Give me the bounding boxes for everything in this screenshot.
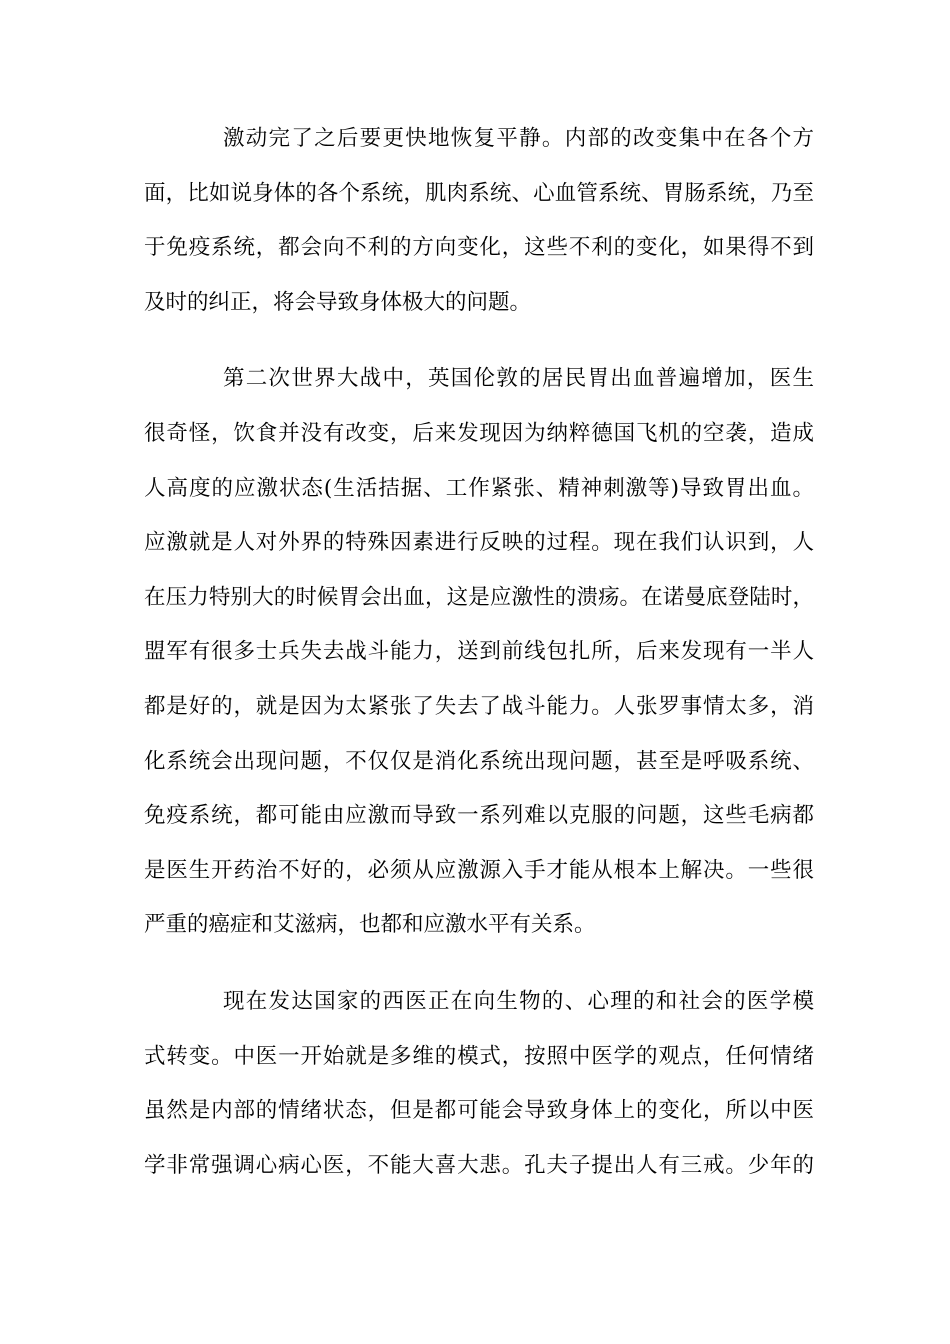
text-line: 很奇怪，饮食并没有改变，后来发现因为纳粹德国飞机的空袭，造成 (144, 420, 814, 446)
text-line: 虽然是内部的情绪状态，但是都可能会导致身体上的变化，所以中医 (144, 1098, 814, 1124)
text-line: 在压力特别大的时候胃会出血，这是应激性的溃疡。在诺曼底登陆时， (144, 584, 814, 610)
text-line: 现在发达国家的西医正在向生物的、心理的和社会的医学模 (223, 988, 814, 1014)
text-line: 是医生开药治不好的，必须从应激源入手才能从根本上解决。一些很 (144, 857, 814, 883)
text-line: 式转变。中医一开始就是多维的模式，按照中医学的观点，任何情绪 (144, 1043, 814, 1069)
paragraph-spacer (144, 330, 814, 352)
text-line: 于免疫系统，都会向不利的方向变化，这些不利的变化，如果得不到 (144, 235, 814, 261)
paragraph-spacer (144, 953, 814, 975)
paragraph-2 (144, 352, 814, 953)
text-line: 免疫系统，都可能由应激而导致一系列难以克服的问题，这些毛病都 (144, 803, 814, 829)
document-body (144, 112, 814, 1193)
text-line: 严重的癌症和艾滋病，也都和应激水平有关系。 (144, 912, 596, 938)
text-line: 化系统会出现问题，不仅仅是消化系统出现问题，甚至是呼吸系统、 (144, 748, 814, 774)
paragraph-3 (144, 975, 814, 1193)
text-line: 盟军有很多士兵失去战斗能力，送到前线包扎所，后来发现有一半人 (144, 639, 814, 665)
text-line: 面，比如说身体的各个系统，肌肉系统、心血管系统、胃肠系统，乃至 (144, 180, 814, 206)
text-line: 学非常强调心病心医，不能大喜大悲。孔夫子提出人有三戒。少年的 (144, 1152, 814, 1178)
text-line: 及时的纠正，将会导致身体极大的问题。 (144, 289, 532, 315)
text-line: 第二次世界大战中，英国伦敦的居民胃出血普遍增加，医生 (223, 366, 814, 392)
paragraph-1 (144, 112, 814, 330)
text-line: 人高度的应激状态(生活拮据、工作紧张、精神刺激等)导致胃出血。 (144, 475, 814, 501)
text-line: 应激就是人对外界的特殊因素进行反映的过程。现在我们认识到，人 (144, 530, 814, 556)
text-line: 都是好的，就是因为太紧张了失去了战斗能力。人张罗事情太多，消 (144, 693, 814, 719)
text-line: 激动完了之后要更快地恢复平静。内部的改变集中在各个方 (223, 126, 814, 151)
